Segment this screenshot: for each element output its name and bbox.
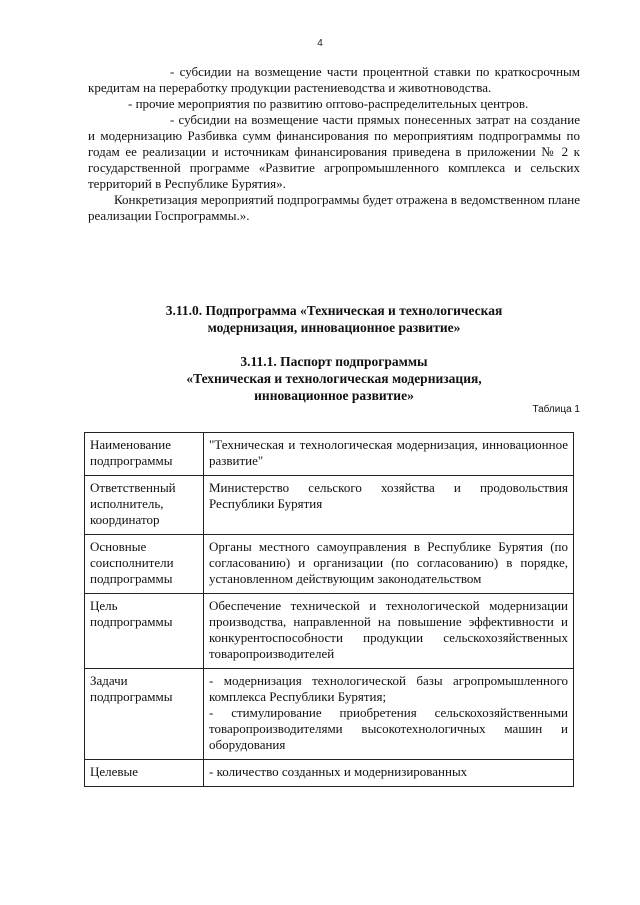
row-label: Ответственный исполнитель, координатор	[85, 476, 204, 535]
row-label: Задачи подпрограммы	[85, 669, 204, 760]
row-label: Основные соисполнители подпрограммы	[85, 535, 204, 594]
passport-heading-line: 3.11.1. Паспорт подпрограммы	[240, 354, 428, 369]
task-item: - модернизация технологической базы агропромышленного комплекса Республики Бурятия;	[209, 673, 568, 704]
paragraph-subsidies-direct-costs: - субсидии на возмещение части прямых понесенных затрат на создание и модернизацию Разбивка сумм финансирования по мероприятиям подпрограммы по годам ее реализации и источникам финансирования приведена в приложении № 2 к государственной программе «Развитие агропромышленного комплекса и сельских территорий в Республике Бурятия».	[88, 112, 580, 191]
table-row	[85, 594, 574, 669]
row-content: - количество созданных и модернизированных	[204, 760, 574, 787]
row-label: Наименование подпрограммы	[85, 433, 204, 476]
row-label: Цель подпрограммы	[85, 594, 204, 669]
section-heading	[88, 302, 580, 336]
paragraph-subsidies-interest: - субсидии на возмещение части процентной ставки по краткосрочным кредитам на переработку продукции растениеводства и животноводства.	[88, 64, 580, 95]
passport-table	[84, 432, 574, 787]
row-label: Целевые	[85, 760, 204, 787]
table-row	[85, 669, 574, 760]
table-row	[85, 476, 574, 535]
section-heading-line: 3.11.0. Подпрограмма «Техническая и технологическая	[165, 303, 503, 318]
paragraph-concretization: Конкретизация мероприятий подпрограммы будет отражена в ведомственном плане реализации Госпрограммы.».	[88, 192, 580, 223]
section-heading-line: модернизация, инновационное развитие»	[207, 320, 461, 335]
task-item: - стимулирование приобретения сельскохозяйственными товаропроизводителями высокотехнологичных машин и оборудования	[209, 705, 568, 752]
row-content: Органы местного самоуправления в Республике Бурятия (по согласованию) и организации (по согласованию) в порядке, установленном действующим законодательством	[204, 535, 574, 594]
row-content	[204, 669, 574, 760]
table-caption: Таблица 1	[532, 404, 580, 415]
page-number: 4	[317, 38, 323, 49]
row-content: Обеспечение технической и технологической модернизации производства, направленной на повышение эффективности и конкурентоспособности продукции сельскохозяйственных товаропроизводителей	[204, 594, 574, 669]
table-row	[85, 760, 574, 787]
body-text	[88, 64, 580, 224]
table-row	[85, 535, 574, 594]
passport-heading-line: инновационное развитие»	[254, 388, 414, 403]
table-row	[85, 433, 574, 476]
row-content: Министерство сельского хозяйства и продовольствия Республики Бурятия	[204, 476, 574, 535]
passport-heading	[88, 353, 580, 404]
row-content: "Техническая и технологическая модернизация, инновационное развитие"	[204, 433, 574, 476]
passport-heading-line: «Техническая и технологическая модернизация,	[186, 371, 482, 386]
paragraph-other-measures: - прочие мероприятия по развитию оптово-распределительных центров.	[128, 96, 529, 111]
